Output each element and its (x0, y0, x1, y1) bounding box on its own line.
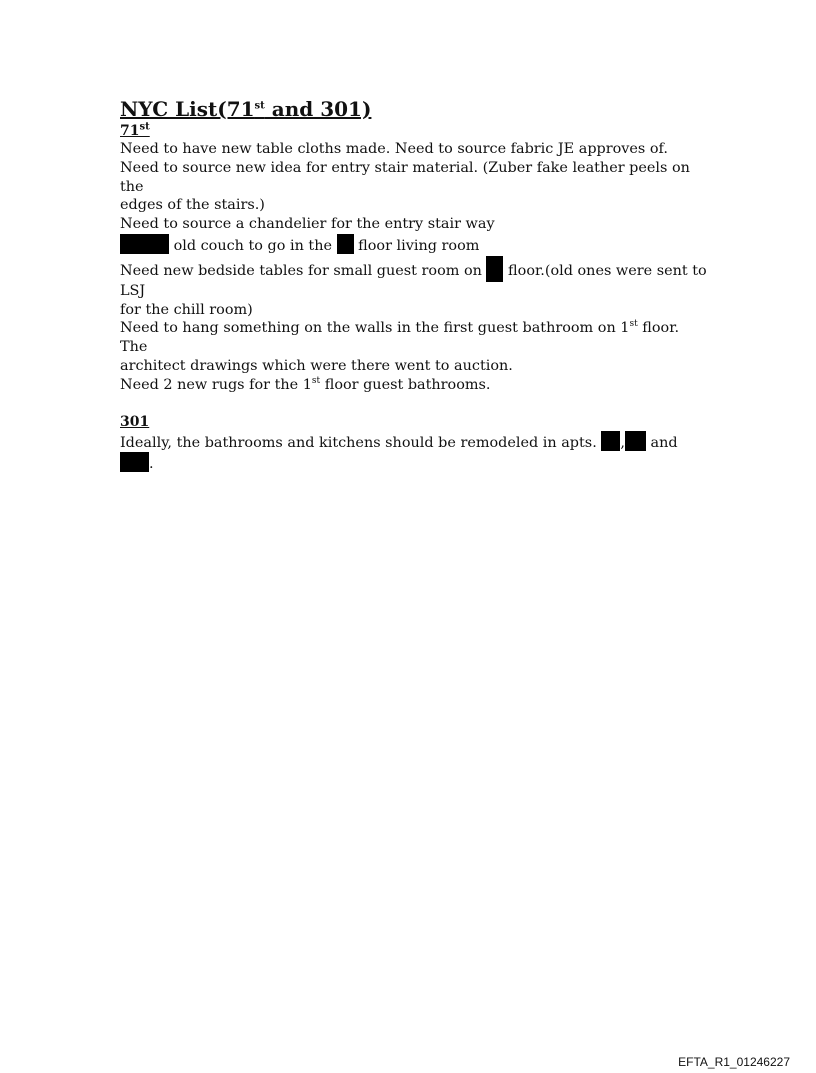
title-prefix: NYC List(71 (120, 97, 255, 121)
superscript: st (629, 319, 638, 330)
list-item (120, 234, 710, 256)
list-item (120, 376, 710, 395)
list-item: Need to source new idea for entry stair material. (Zuber fake leather peels on the (120, 159, 690, 195)
list-item: Need to have new table cloths made. Need to source fabric JE approves of. (120, 141, 668, 157)
page-title (120, 96, 710, 122)
section-heading-71st-sup: st (139, 121, 150, 133)
redaction-block (120, 234, 169, 254)
list-item: Need to source a chandelier for the entry stair way (120, 216, 495, 233)
list-item (120, 256, 710, 301)
list-item (120, 319, 710, 357)
redaction-block (601, 431, 620, 451)
section-heading-71st-text: 71 (120, 123, 140, 139)
section-heading-301: 301 (120, 413, 150, 430)
list-item-text: floor. The (120, 320, 680, 356)
list-item: architect drawings which were there went to auction. (120, 357, 513, 374)
list-item-text: Need new bedside tables for small guest room on (120, 262, 487, 279)
list-item-text: floor living room (353, 237, 480, 254)
list-item: edges of the stairs.) (120, 197, 265, 214)
superscript: st (311, 375, 321, 386)
list-item-text: Need 2 new rugs for the 1 (120, 376, 312, 393)
list-item-text: floor guest bathrooms. (320, 376, 491, 393)
spacer (120, 395, 710, 413)
section-heading-71st (120, 122, 710, 140)
redaction-block (486, 256, 503, 282)
list-item-text: and (645, 434, 678, 451)
document-body (120, 96, 710, 474)
list-item: for the chill room) (120, 301, 253, 318)
list-item-text: Need to hang something on the walls in the first guest bathroom on 1 (120, 320, 630, 337)
redaction-block (120, 452, 149, 472)
title-superscript: st (254, 100, 265, 112)
list-item-text: Ideally, the bathrooms and kitchens should be remodeled in apts. (120, 434, 602, 451)
redaction-block (625, 431, 646, 451)
document-id-footer: EFTA_R1_01246227 (678, 1055, 790, 1069)
list-item (120, 431, 710, 475)
redaction-block (337, 234, 354, 254)
list-item-text: . (149, 456, 154, 473)
title-suffix: and 301) (264, 97, 372, 121)
list-item-text: floor.(old ones were sent to LSJ (120, 262, 707, 299)
list-item-text: , (620, 434, 625, 451)
list-item-text: old couch to go in the (169, 237, 337, 254)
